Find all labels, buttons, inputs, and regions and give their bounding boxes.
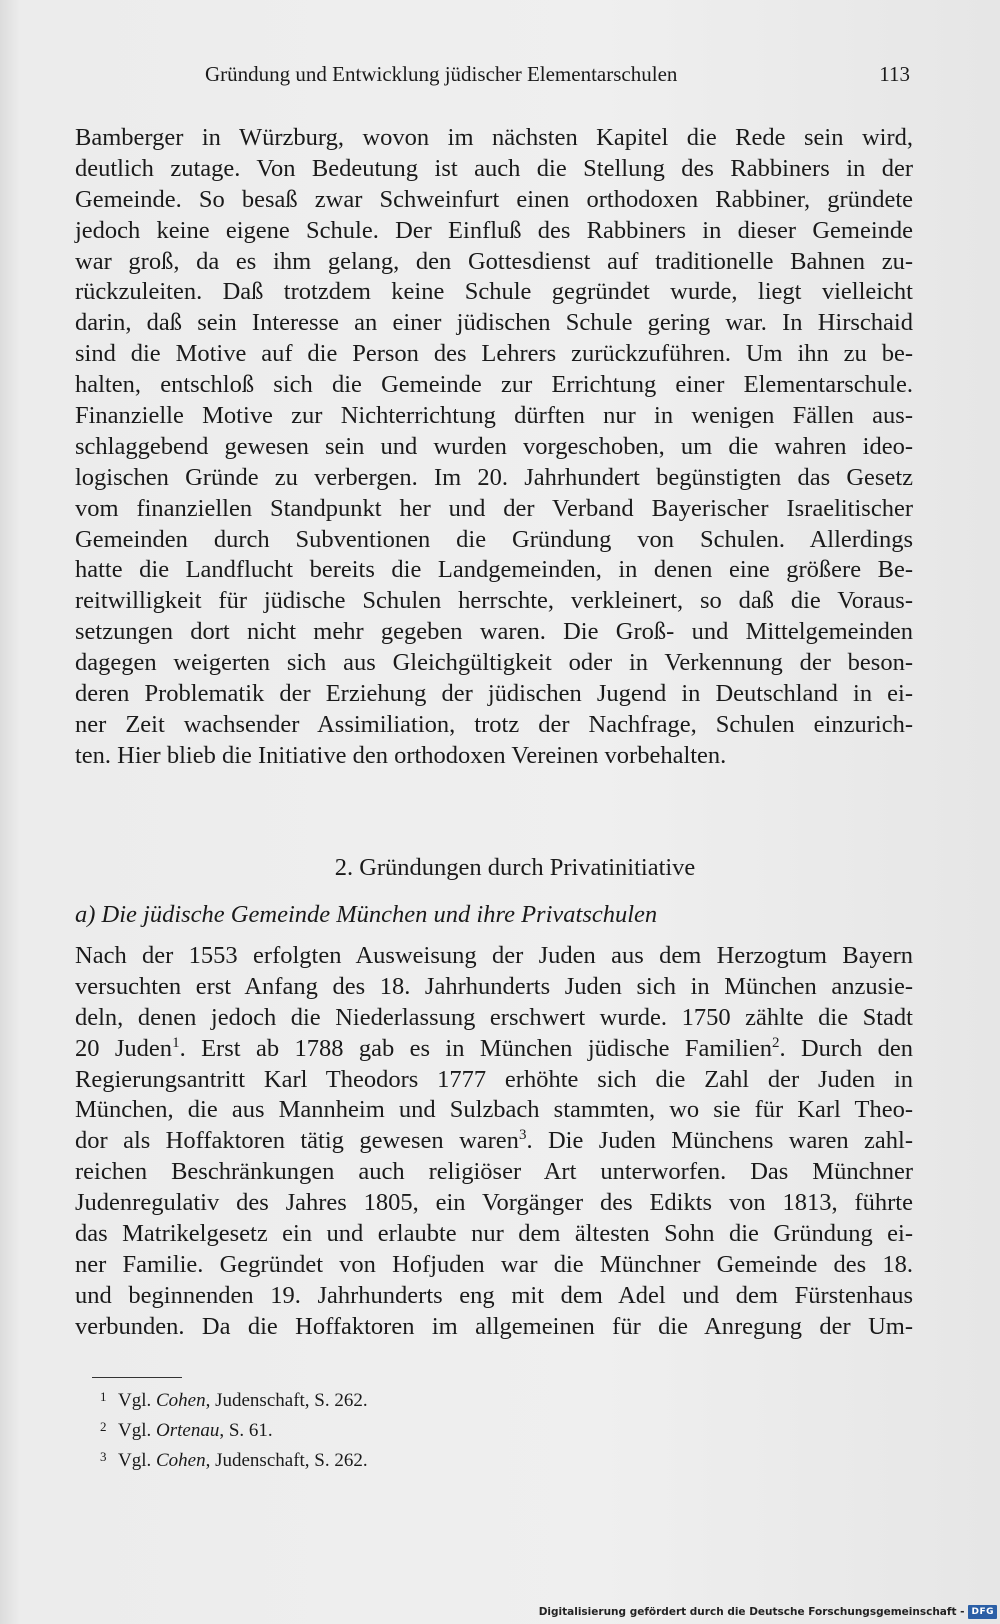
footnote-prefix: Vgl.: [118, 1420, 156, 1441]
text-segment: . Erst ab 1788 gab es in München jüdische Familien: [179, 1034, 772, 1062]
text-line: München, die aus Mannheim und Sulzbach stammten, wo sie für Karl Theo-: [75, 1096, 913, 1124]
footnote-1: [100, 1384, 368, 1414]
footnote-rest: , S. 61.: [219, 1420, 273, 1441]
text-line: reitwilligkeit für jüdische Schulen herrschte, verkleinert, so daß die Voraus-: [75, 587, 913, 615]
paragraph-1: [75, 123, 913, 772]
subsection-heading: a) Die jüdische Gemeinde München und ihre Privatschulen: [75, 901, 658, 928]
footnote-2: [100, 1414, 368, 1444]
text-segment: . Die Juden Münchens waren zahl-: [526, 1127, 914, 1155]
text-line: vom finanziellen Standpunkt her und der Verband Bayerischer Israelitischer: [75, 494, 913, 522]
text-line: logischen Gründe zu verbergen. Im 20. Jahrhundert begünstigten das Gesetz: [75, 463, 913, 491]
text-line: Finanzielle Motive zur Nichterrichtung dürften nur in wenigen Fällen aus-: [75, 402, 913, 430]
text-line: [75, 1126, 913, 1157]
footnote-mark: 3: [100, 1449, 107, 1464]
text-line: halten, entschloß sich die Gemeinde zur Errichtung einer Elementarschule.: [75, 371, 913, 399]
footnote-prefix: Vgl.: [118, 1450, 156, 1471]
footnote-author: Cohen: [156, 1390, 206, 1411]
footnote-rest: , Judenschaft, S. 262.: [205, 1390, 368, 1411]
page-number: 113: [879, 62, 910, 86]
banner-text: Digitalisierung gefördert durch die Deutsche Forschungsgemeinschaft -: [538, 1606, 965, 1618]
text-line: schlaggebend gewesen sein und wurden vorgeschoben, um die wahren ideo-: [75, 432, 913, 460]
text-line: deutlich zutage. Von Bedeutung ist auch die Stellung des Rabbiners in der: [75, 154, 913, 182]
footnote-mark: 2: [100, 1419, 107, 1434]
footnote-ref-3[interactable]: 3: [518, 1127, 527, 1144]
text-line: dagegen weigerten sich aus Gleichgültigkeit oder in Verkennung der beson-: [75, 649, 913, 677]
text-line: darin, daß sein Interesse an einer jüdischen Schule gering war. In Hirschaid: [75, 309, 913, 337]
text-line: war groß, da es ihm gelang, den Gottesdienst auf traditionelle Bahnen zu-: [75, 247, 913, 275]
footnote-author: Cohen: [156, 1450, 206, 1471]
text-line: Regierungsantritt Karl Theodors 1777 erhöhte sich die Zahl der Juden in: [75, 1065, 913, 1093]
footnotes: [100, 1384, 368, 1474]
text-line: ner Zeit wachsender Assimiliation, trotz der Nachfrage, Schulen einzurich-: [75, 710, 913, 738]
dfg-funding-banner: [539, 1603, 997, 1621]
text-line: reichen Beschränkungen auch religiöser Art unterworfen. Das Münchner: [75, 1158, 913, 1186]
text-line: Bamberger in Würzburg, wovon im nächsten Kapitel die Rede sein wird,: [75, 124, 913, 151]
text-line: rückzuleiten. Daß trotzdem keine Schule gegründet wurde, liegt vielleicht: [75, 278, 913, 306]
text-line: [75, 1034, 913, 1065]
footnote-ref-2[interactable]: 2: [771, 1034, 780, 1051]
text-line: Gemeinde. So besaß zwar Schweinfurt einen orthodoxen Rabbiner, gründete: [75, 185, 913, 213]
section-heading: 2. Gründungen durch Privatinitiative: [334, 854, 696, 881]
text-line: verbunden. Da die Hoffaktoren im allgemeinen für die Anregung der Um-: [75, 1312, 913, 1340]
dfg-logo-icon: DFG: [968, 1605, 997, 1619]
text-line: setzungen dort nicht mehr gegeben waren. Die Groß- und Mittelgemeinden: [75, 618, 913, 646]
text-line: ten. Hier blieb die Initiative den orthodoxen Vereinen vorbehalten.: [75, 741, 727, 769]
footnote-ref-1[interactable]: 1: [172, 1034, 180, 1051]
text-line: versuchten erst Anfang des 18. Jahrhunderts Juden sich in München anzusie-: [75, 972, 913, 1000]
text-line: das Matrikelgesetz ein und erlaubte nur dem ältesten Sohn die Gründung ei-: [75, 1220, 913, 1248]
text-segment: dor als Hoffaktoren tätig gewesen waren: [75, 1127, 519, 1155]
running-head-title: Gründung und Entwicklung jüdischer Elementarschulen: [205, 62, 678, 86]
text-line: hatte die Landflucht bereits die Landgemeinden, in denen eine größere Be-: [75, 556, 913, 584]
text-line: ner Familie. Gegründet von Hofjuden war die Münchner Gemeinde des 18.: [75, 1250, 913, 1278]
text-line: deln, denen jedoch die Niederlassung erschwert wurde. 1750 zählte die Stadt: [75, 1003, 913, 1031]
text-line: Gemeinden durch Subventionen die Gründung von Schulen. Allerdings: [75, 525, 913, 553]
text-segment: 20 Juden: [75, 1034, 173, 1062]
text-line: Nach der 1553 erfolgten Ausweisung der Juden aus dem Herzogtum Bayern: [75, 942, 913, 969]
footnote-mark: 1: [100, 1389, 107, 1404]
paragraph-2: [75, 941, 913, 1343]
footnote-3: [100, 1444, 368, 1474]
footnote-divider: [92, 1377, 182, 1378]
text-line: sind die Motive auf die Person des Lehrers zurückzuführen. Um ihn zu be-: [75, 340, 913, 368]
text-segment: . Durch den: [779, 1034, 913, 1062]
text-line: deren Problematik der Erziehung der jüdischen Jugend in Deutschland in ei-: [75, 680, 913, 708]
text-line: Judenregulativ des Jahres 1805, ein Vorgänger des Edikts von 1813, führte: [75, 1189, 913, 1217]
footnote-rest: , Judenschaft, S. 262.: [205, 1450, 368, 1471]
footnote-author: Ortenau: [156, 1420, 220, 1441]
text-line: jedoch keine eigene Schule. Der Einfluß des Rabbiners in dieser Gemeinde: [75, 216, 913, 244]
text-line: und beginnenden 19. Jahrhunderts eng mit dem Adel und dem Fürstenhaus: [75, 1281, 913, 1309]
footnote-prefix: Vgl.: [118, 1390, 156, 1411]
